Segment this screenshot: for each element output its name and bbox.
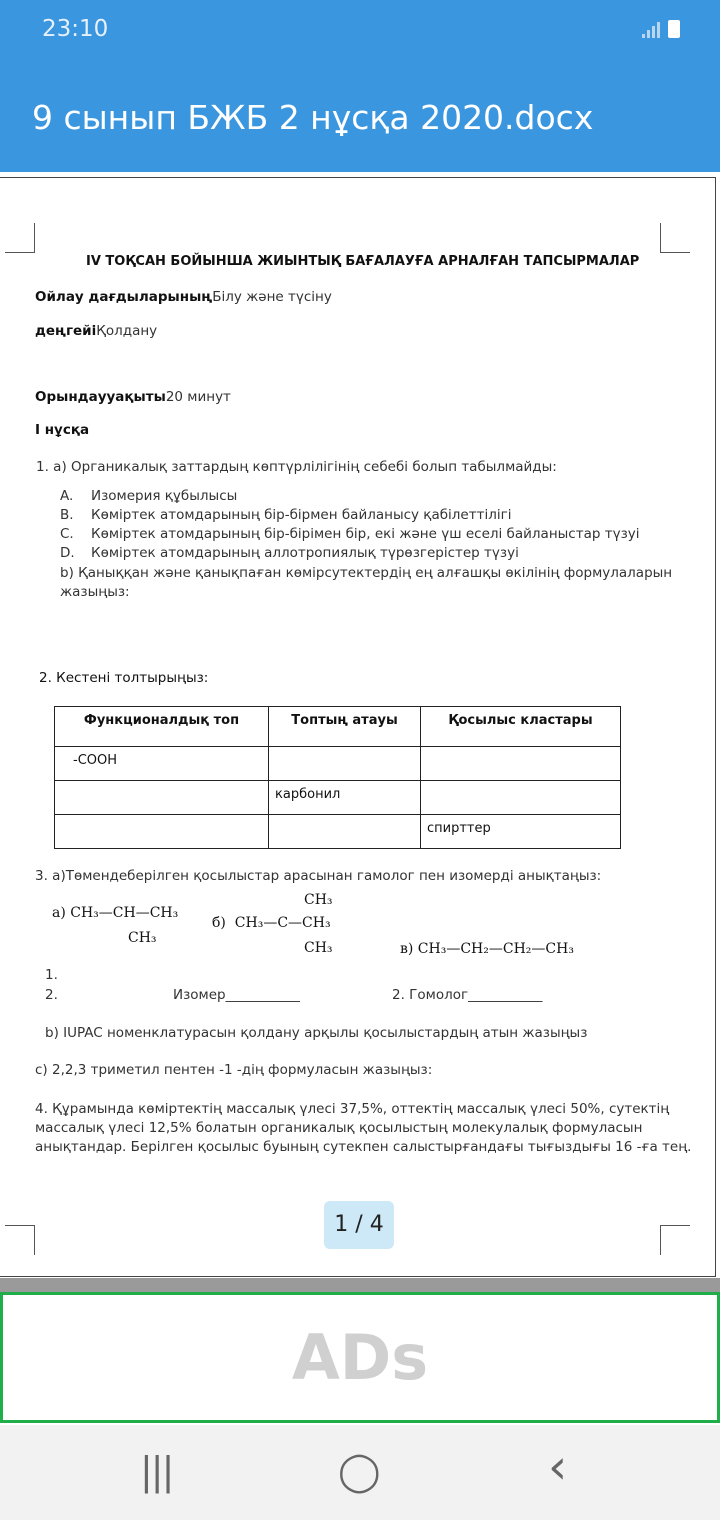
formula-label: б) xyxy=(212,915,226,931)
ad-banner[interactable]: ADs xyxy=(0,1292,720,1423)
variant: I нұсқа xyxy=(35,422,90,438)
question-4: 4. Құрамында көміртектің массалық үлесі 37,5%, оттектің массалық үлесі 50%, сутектің xyxy=(35,1101,670,1117)
answer-line-2: 2. xyxy=(45,987,58,1003)
question-1b-cont: жазыңыз: xyxy=(60,584,130,600)
back-icon[interactable]: ‹ xyxy=(548,1439,568,1495)
question-2: 2. Кестені толтырыңыз: xyxy=(39,670,209,686)
table-cell: -COOH xyxy=(55,747,269,781)
question-3c: c) 2,2,3 триметил пентен -1 -дің формуласын жазыңыз: xyxy=(35,1062,433,1078)
option-letter: A. xyxy=(60,488,74,504)
question-1a: 1. а) Органикалық заттардың көптүрлілігінің себебі болып табылмайды: xyxy=(36,459,557,475)
functional-groups-table xyxy=(54,706,621,849)
homolog-blank: 2. Гомолог___________ xyxy=(392,987,543,1003)
table-row xyxy=(55,747,621,781)
app-header xyxy=(0,0,720,172)
option-text: Көміртек атомдарының бір-бірімен бір, екі және үш еселі байланыстар түзуі xyxy=(91,526,640,542)
margin-mark xyxy=(660,223,690,253)
table-cell xyxy=(420,781,620,815)
document-title: 9 сынып БЖБ 2 нұсқа 2020.docx xyxy=(32,98,594,137)
option-letter: B. xyxy=(60,507,74,523)
margin-mark xyxy=(660,1225,690,1255)
recents-icon[interactable]: ||| xyxy=(140,1449,173,1493)
formula-label: а) xyxy=(52,905,66,921)
status-icons xyxy=(642,20,680,38)
table-cell xyxy=(269,815,421,849)
navigation-bar xyxy=(0,1425,720,1520)
formula-label: в) xyxy=(400,941,414,957)
question-1b: b) Қаныққан және қанықпаған көмірсутектердің ең алғашқы өкілінің формулаларын xyxy=(60,565,673,581)
question-4-cont: анықтандар. Берілген қосылыс буының сутекпен салыстырғандағы тығыздығы 16 -ға тең. xyxy=(35,1139,692,1155)
question-3a: 3. а)Төмендеберілген қосылыстар арасынан гамолог пен изомерді анықтаңыз: xyxy=(35,868,602,884)
time-value: 20 минут xyxy=(165,389,231,405)
answer-line-1: 1. xyxy=(45,967,58,983)
formula-a-branch: CH₃ xyxy=(128,930,157,946)
skills-value: Білу және түсіну xyxy=(212,289,332,305)
question-3b: b) IUPAC номенклатурасын қолдану арқылы қосылыстардың атын жазыңыз xyxy=(45,1025,588,1041)
doc-heading: IV ТОҚСАН БОЙЫНША ЖИЫНТЫҚ БАҒАЛАУҒА АРНАЛҒАН ТАПСЫРМАЛАР xyxy=(86,254,640,269)
option-letter: D. xyxy=(60,545,75,561)
option-text: Көміртек атомдарының бір-бірмен байланысу қабілеттілігі xyxy=(91,507,512,523)
table-row xyxy=(55,815,621,849)
margin-mark xyxy=(5,1225,35,1255)
table-row xyxy=(55,781,621,815)
table-header: Қосылыс кластары xyxy=(420,707,620,747)
option-letter: C. xyxy=(60,526,74,542)
time-label: Орындаууақыты xyxy=(35,389,166,405)
table-cell: карбонил xyxy=(269,781,421,815)
formula-b: CH₃—C—CH₃ xyxy=(234,915,331,931)
table-cell: спирттер xyxy=(420,815,620,849)
level-label: деңгейі xyxy=(35,323,97,339)
table-cell xyxy=(269,747,421,781)
home-icon[interactable]: ◯ xyxy=(338,1449,381,1493)
signal-icon xyxy=(642,22,660,38)
question-4-cont: массалық үлесі 12,5% болатын органикалық қосылыстың молекулалық формуласын xyxy=(35,1120,643,1136)
formula-v: CH₃—CH₂—CH₂—CH₃ xyxy=(417,941,574,957)
formula-b-top: CH₃ xyxy=(304,892,333,908)
status-time: 23:10 xyxy=(42,16,109,42)
table-cell xyxy=(55,815,269,849)
level-value: Қолдану xyxy=(96,323,158,339)
table-header: Функционалдық топ xyxy=(55,707,269,747)
battery-icon xyxy=(668,20,680,38)
table-cell xyxy=(55,781,269,815)
table-cell xyxy=(420,747,620,781)
table-header: Топтың атауы xyxy=(269,707,421,747)
page-indicator: 1 / 4 xyxy=(324,1201,394,1249)
skills-label: Ойлау дағдыларының xyxy=(35,289,213,305)
divider xyxy=(0,1278,720,1292)
margin-mark xyxy=(5,223,35,253)
option-text: Көміртек атомдарының аллотропиялық түрөзгерістер түзуі xyxy=(91,545,519,561)
isomer-blank: Изомер___________ xyxy=(173,987,300,1003)
formula-b-bottom: CH₃ xyxy=(304,940,333,956)
formula-a: CH₃—CH—CH₃ xyxy=(70,905,179,921)
option-text: Изомерия құбылысы xyxy=(91,488,238,504)
